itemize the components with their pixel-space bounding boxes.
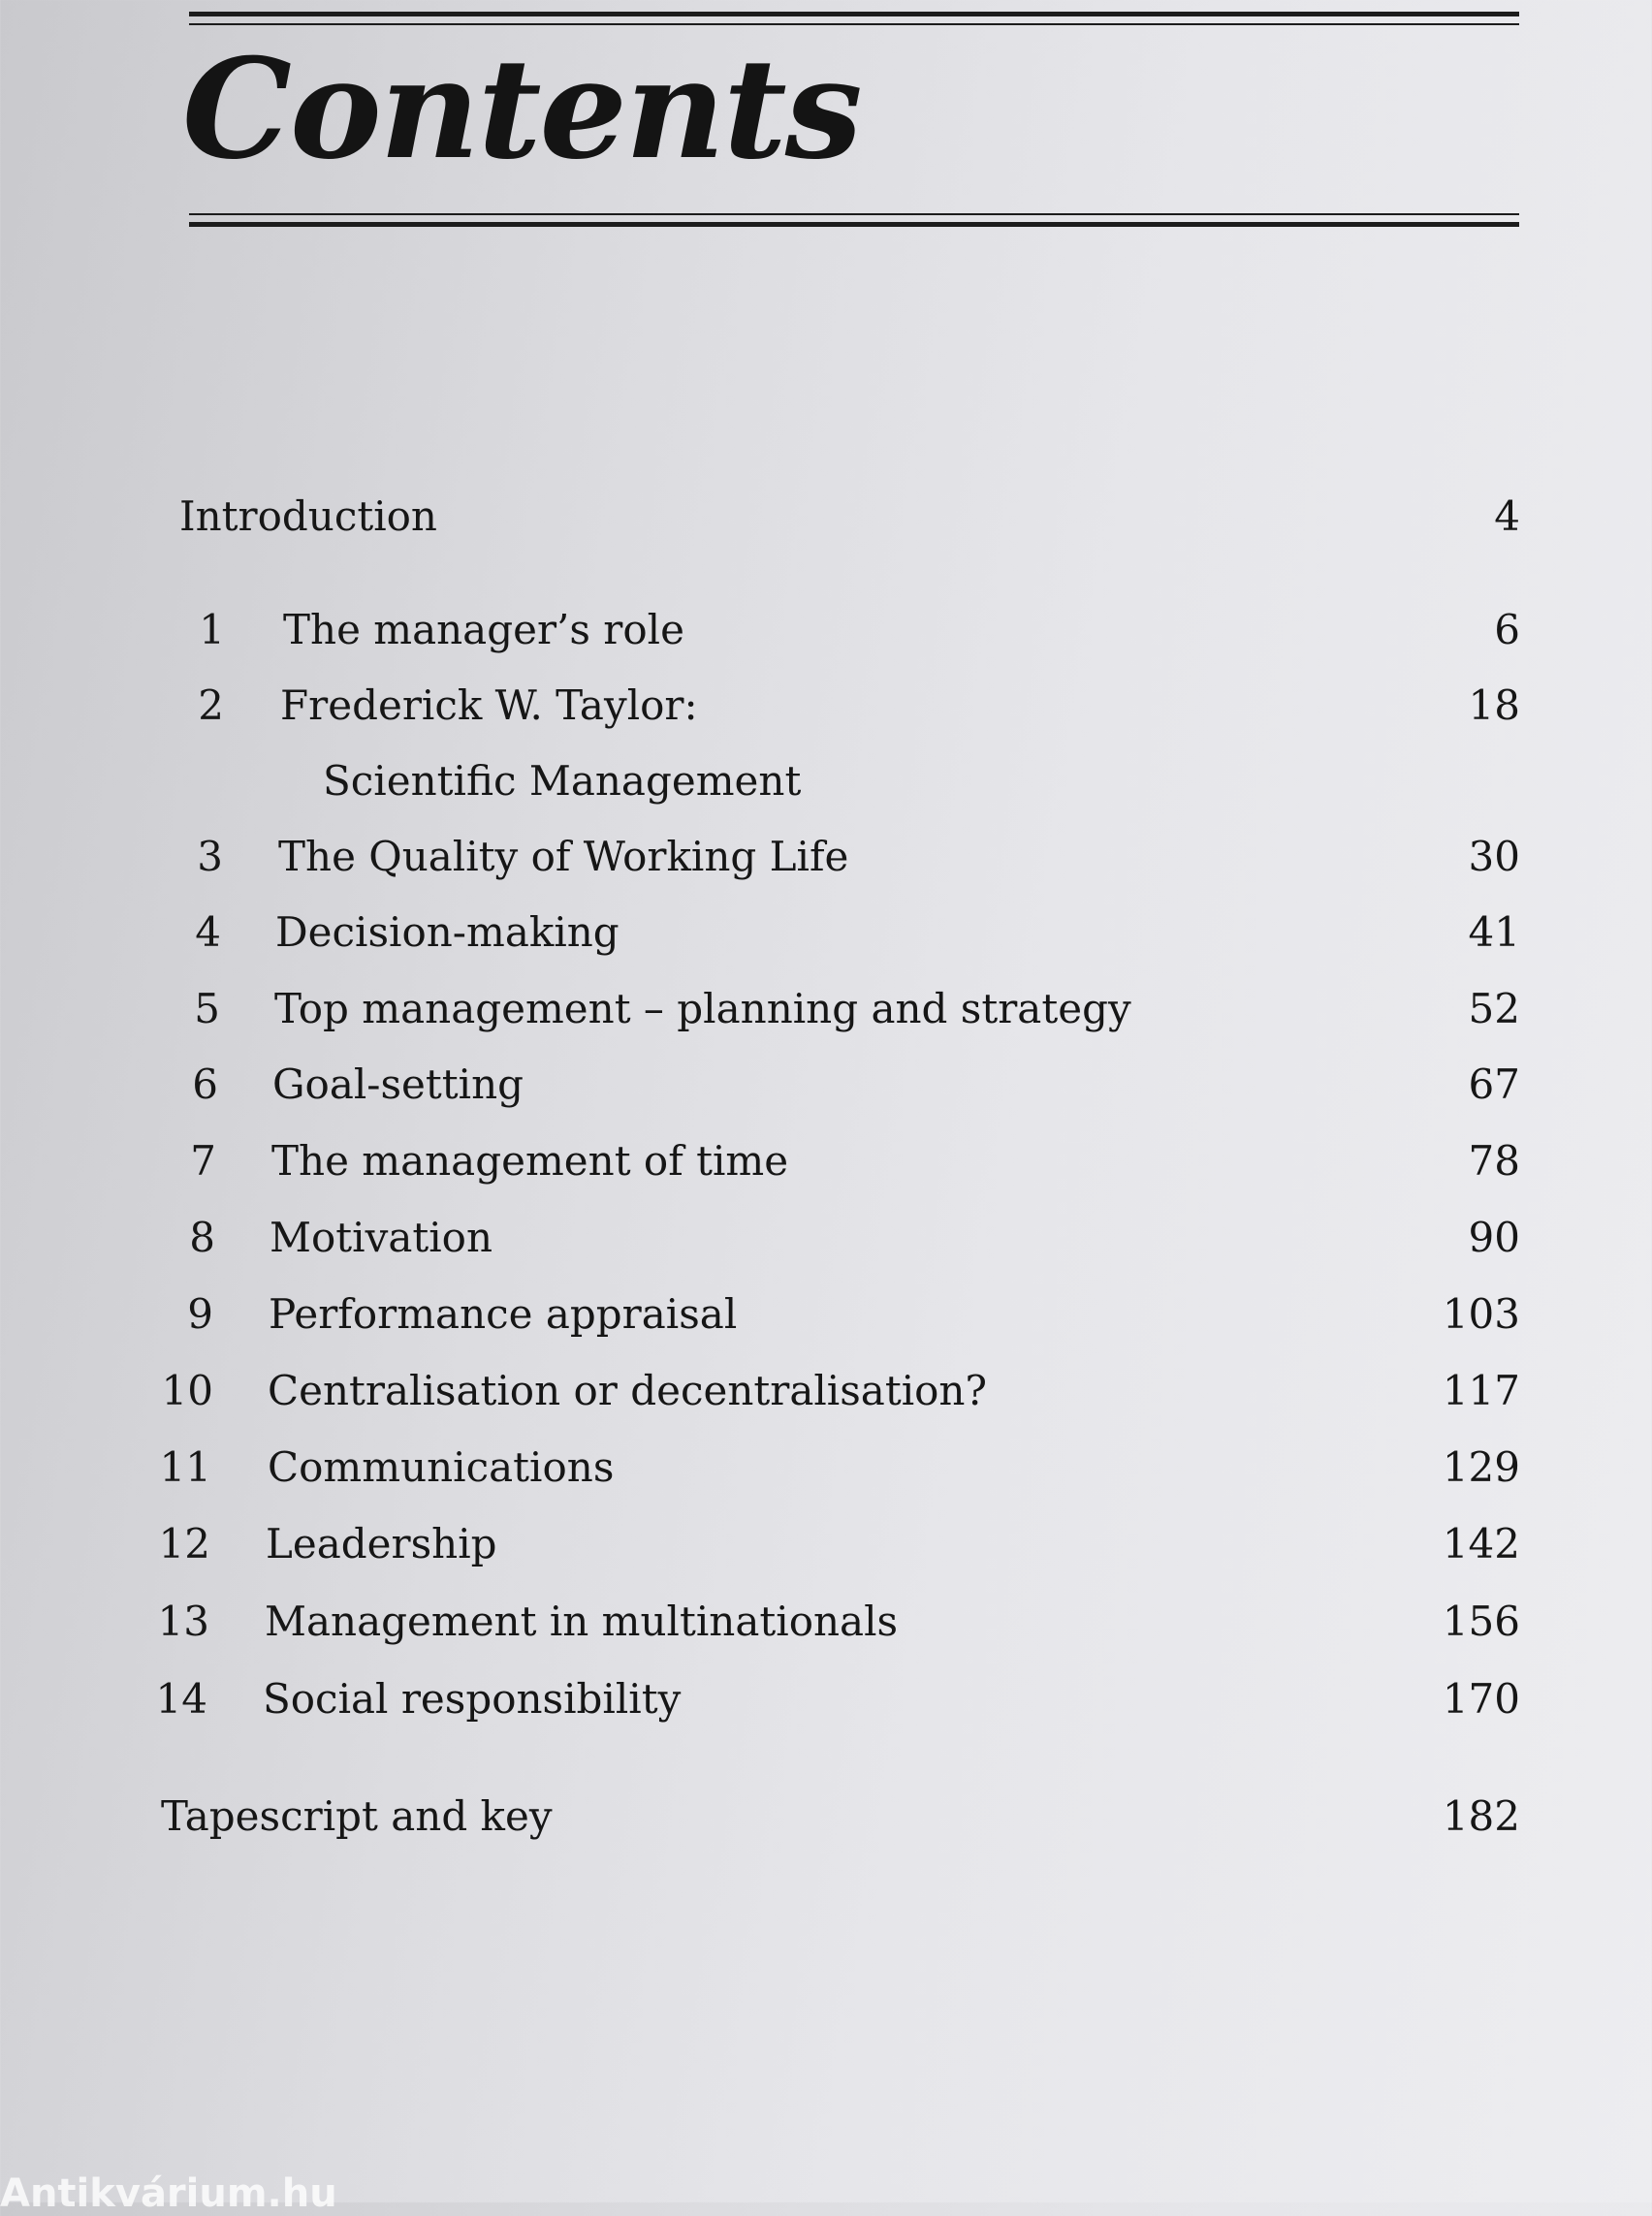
toc-entry-page: 90 — [1468, 1214, 1520, 1261]
toc-entry-number: 12 — [158, 1520, 210, 1567]
toc-entry-label: Social responsibility — [263, 1675, 682, 1723]
toc-entry-label: Centralisation or decentralisation? — [268, 1367, 987, 1414]
toc-entry-label: Frederick W. Taylor: — [280, 681, 698, 729]
toc-entry-label: The manager’s role — [283, 606, 684, 653]
toc-entry-number: 6 — [192, 1061, 218, 1108]
toc-entry-page: 117 — [1442, 1367, 1520, 1414]
toc-entry-number: 1 — [199, 606, 225, 653]
toc-entry-label: Decision-making — [275, 908, 620, 956]
watermark: Antikvárium.hu — [0, 2171, 337, 2216]
toc-entry-number: 3 — [197, 833, 223, 880]
toc-entry-number: 5 — [194, 985, 220, 1032]
toc-entry-number: 8 — [189, 1214, 215, 1261]
toc-entry-label: Tapescript and key — [161, 1792, 553, 1840]
toc-entry-label: Top management – planning and strategy — [274, 985, 1131, 1032]
toc-entry-label: Management in multinationals — [265, 1598, 899, 1645]
toc-entry-label: The management of time — [271, 1137, 789, 1185]
toc-entry-number: 4 — [195, 908, 221, 956]
toc-entry-page: 129 — [1442, 1443, 1520, 1491]
toc-entry-page: 182 — [1442, 1792, 1520, 1840]
toc-entry-page: 18 — [1468, 681, 1520, 729]
toc-entry-label: The Quality of Working Life — [278, 833, 849, 880]
toc-entry-label-continued: Scientific Management — [323, 757, 802, 805]
toc-entry-page: 78 — [1468, 1137, 1520, 1185]
toc-entry-label: Leadership — [266, 1520, 497, 1567]
toc-entry-number: 11 — [159, 1443, 211, 1491]
toc-entry-label: Performance appraisal — [269, 1290, 738, 1338]
toc-entry-page: 30 — [1468, 833, 1520, 880]
toc-entry-label: Motivation — [270, 1214, 493, 1261]
page-title: Contents — [182, 29, 861, 190]
toc-entry-label: Introduction — [179, 492, 437, 540]
toc-entry-page: 41 — [1468, 908, 1520, 956]
toc-entry-label: Goal-setting — [272, 1061, 524, 1108]
toc-entry-number: 10 — [161, 1367, 213, 1414]
toc-entry-page: 4 — [1494, 492, 1520, 540]
toc-entry-number: 7 — [190, 1137, 216, 1185]
toc-entry-page: 142 — [1442, 1520, 1520, 1567]
toc-entry-number: 9 — [187, 1290, 213, 1338]
toc-entry-page: 6 — [1494, 606, 1520, 653]
toc-entry-number: 2 — [198, 681, 224, 729]
toc-entry-page: 67 — [1468, 1061, 1520, 1108]
toc-entry-label: Communications — [268, 1443, 615, 1491]
toc-entry-number: 14 — [155, 1675, 207, 1723]
toc-entry-number: 13 — [157, 1598, 209, 1645]
toc-entry-page: 156 — [1442, 1598, 1520, 1645]
toc-entry-page: 103 — [1442, 1290, 1520, 1338]
toc-entry-page: 52 — [1468, 985, 1520, 1032]
toc-entry-page: 170 — [1442, 1675, 1520, 1723]
